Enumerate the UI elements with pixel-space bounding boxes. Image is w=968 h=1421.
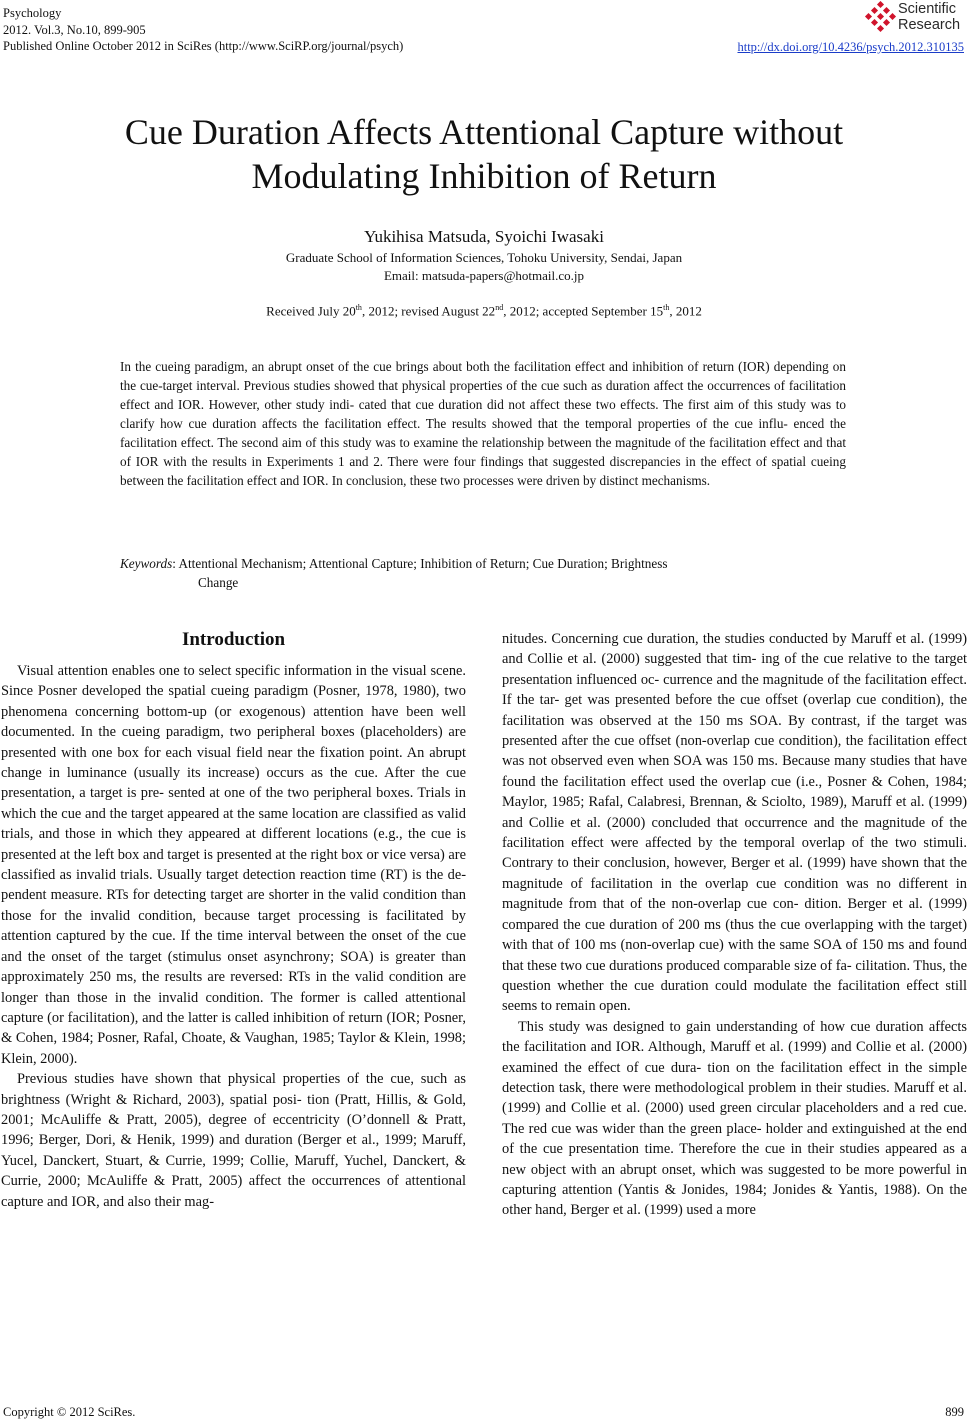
doi-link[interactable]: http://dx.doi.org/10.4236/psych.2012.310135 bbox=[737, 40, 964, 54]
paragraph: nitudes. Concerning cue duration, the studies conducted by Maruff et al. (1999) and Collie et al. (2000) suggested that tim- ing of the cue relative to the target presentation influenced oc- currence and the magnitude of the facilitation effect. If the tar- get was presented before the cue offset (overlap cue condition), the facilitation was observed at the 150 ms SOA. By contrast, if the target was presented after the cue offset (non-overlap cue condition), the facilitation effect was not observed even when SOA was 150 ms. Because many studies that have found the facilitation effect used the overlap cue (i.e., Posner & Cohen, 1984; Maylor, 1985; Rafal, Calabresi, Brennan, & Sciolto, 1989), Maruff et al. (1999) and Collie et al. (2000) concluded that occurrence and the magnitude of the facilitation effect were affected by the temporal overlap of the two stimuli. Contrary to their conclusion, however, Berger et al. (1999) have shown that the magnitude of facilitation in the overlap cue condition was no different in magnitude from that of the non-overlap cue con- dition. Berger et al. (1999) compared the cue duration of 200 ms (thus the cue overlapping with the target) with that of 100 ms (non-overlap cue) with the same SOA of 150 ms and found that these two cue durations produced comparable size of fa- cilitation. Thus, the question whether the cue duration could modulate the facilitation effect still seems to remain open. bbox=[502, 631, 967, 1015]
abstract: In the cueing paradigm, an abrupt onset of the cue brings about both the facilitation effect and inhibition of return (IOR) depending on the cue-target interval. Previous studies showed that physical properties of the cue such as duration affect the occurrences of facilitation effect and IOR. However, other study indi- cated that cue duration did not affect these two effects. The first aim of this study was to clarify how cue duration affects the facilitation effect. The results showed that the temporal properties of the cue influ- enced the facilitation effect. The second aim of this study was to examine the relationship between the magnitude of the facilitation effect and that of IOR with the results in Experiments 1 and 2. There were four findings that suggested discrepancies in the effect of spatial cueing between the facilitation effect and IOR. In conclusion, these two processes were driven by distinct mechanisms. bbox=[120, 359, 846, 488]
paragraph: Previous studies have shown that physical properties of the cue, such as brightness (Wright & Richard, 2003), spatial posi- tion (Pratt, Hillis, & Gold, 2001; McAuliffe & Pratt, 2005), degree of eccentricity (O’donnell & Pratt, 1996; Berger, Dori, & Henik, 1999) and duration (Berger et al., 1999; Maruff, Yucel, Danckert, Stuart, & Currie, 1999; Collie, Maruff, Yuchel, Danckert, & Currie, 2000; McAuliffe & Pratt, 2005) affect the occurrences of attentional capture and IOR, and also their mag- bbox=[1, 1071, 466, 1210]
publisher-logo bbox=[864, 1, 964, 37]
copyright: Copyright © 2012 SciRes. bbox=[3, 1405, 136, 1419]
right-column bbox=[502, 629, 967, 1221]
affiliation: Graduate School of Information Sciences, Tohoku University, Sendai, Japan bbox=[285, 250, 683, 265]
page-number: 899 bbox=[945, 1405, 964, 1419]
paragraph: Visual attention enables one to select specific information in the visual scene. Since Posner developed the spatial cueing paradigm (Posner, 1978, 1980), two phenomena concerning bottom-up (or exogenous) attention have been well documented. In the cueing paradigm, two peripheral boxes (placeholders) are presented with one box for each visual field near the fixation point. An abrupt change in luminance (usually its increase) occurs as the cue. After the cue presentation, a target is pre- sented at one of the two peripheral boxes. Trials in which the cue and the target appeared at the same location are classified as valid trials, and those in which they appeared at different locations (e.g., the cue is presented at the left box and target is presented at the right box or vice versa) are classified as invalid trials. Usually target detection reaction time (RT) is the de- pendent measure. RTs for detecting target are shorter in the valid condition than those for the invalid condition, because target processing is facilitated by attention captured by the cue. If the time interval between the onset of the cue and the onset of the target (stimulus onset asynchrony; SOA) is greater than approximately 250 ms, the results are reversed: RTs in the valid condition are longer than those in the invalid condition. The former is called attentional capture (or facilitation), and the latter is called inhibition of return (IOR; Posner, & Cohen, 1984; Posner, Rafal, Choate, & Vaughan, 1985; Taylor & Klein, 1998; Klein, 2000). bbox=[1, 663, 466, 1067]
affiliation-block bbox=[0, 249, 968, 285]
logo-text: Scientific Research bbox=[898, 1, 961, 33]
keywords-label: Keywords bbox=[120, 556, 173, 571]
keywords-text: : Attentional Mechanism; Attentional Capture; Inhibition of Return; Cue Duration; Brightness bbox=[172, 556, 668, 571]
volume-info: 2012. Vol.3, No.10, 899-905 bbox=[3, 22, 146, 37]
left-column bbox=[1, 628, 466, 1212]
running-header bbox=[3, 5, 403, 55]
logo-diamond-icon bbox=[864, 1, 898, 37]
section-heading-introduction: Introduction bbox=[181, 629, 286, 650]
received-dates: Received July 20th, 2012; revised August 22nd, 2012; accepted September 15th, 2012 bbox=[266, 303, 702, 319]
paper-title: Cue Duration Affects Attentional Capture without Modulating Inhibition of Return bbox=[124, 112, 844, 196]
authors: Yukihisa Matsuda, Syoichi Iwasaki bbox=[364, 227, 604, 246]
paragraph: This study was designed to gain understanding of how cue duration affects the facilitation and IOR. Although, Maruff et al. (1999) and Collie et al. (2000) examined the effect of cue dura- tion on the facilitation effect in the simple detection task, there were methodological problem in their studies. Maruff et al. (1999) and Collie et al. (2000) used green circular placeholders and a red cue. The red cue was wider than the green place- holder and extinguished at the end of the cue presentation time. Therefore the cue in their studies appeared as a new object with an abrupt onset, which was suggested to be more powerful in capturing attention (Yantis & Jonides, 1984; Jonides & Yantis, 1988). On the other hand, Berger et al. (1999) used a more bbox=[502, 1018, 967, 1219]
journal-name: Psychology bbox=[3, 6, 62, 20]
keywords-text-continued: Change bbox=[198, 575, 239, 590]
keywords bbox=[120, 554, 846, 592]
email: Email: matsuda-papers@hotmail.co.jp bbox=[383, 268, 585, 283]
publication-info: Published Online October 2012 in SciRes (http://www.SciRP.org/journal/psych) bbox=[3, 39, 404, 53]
